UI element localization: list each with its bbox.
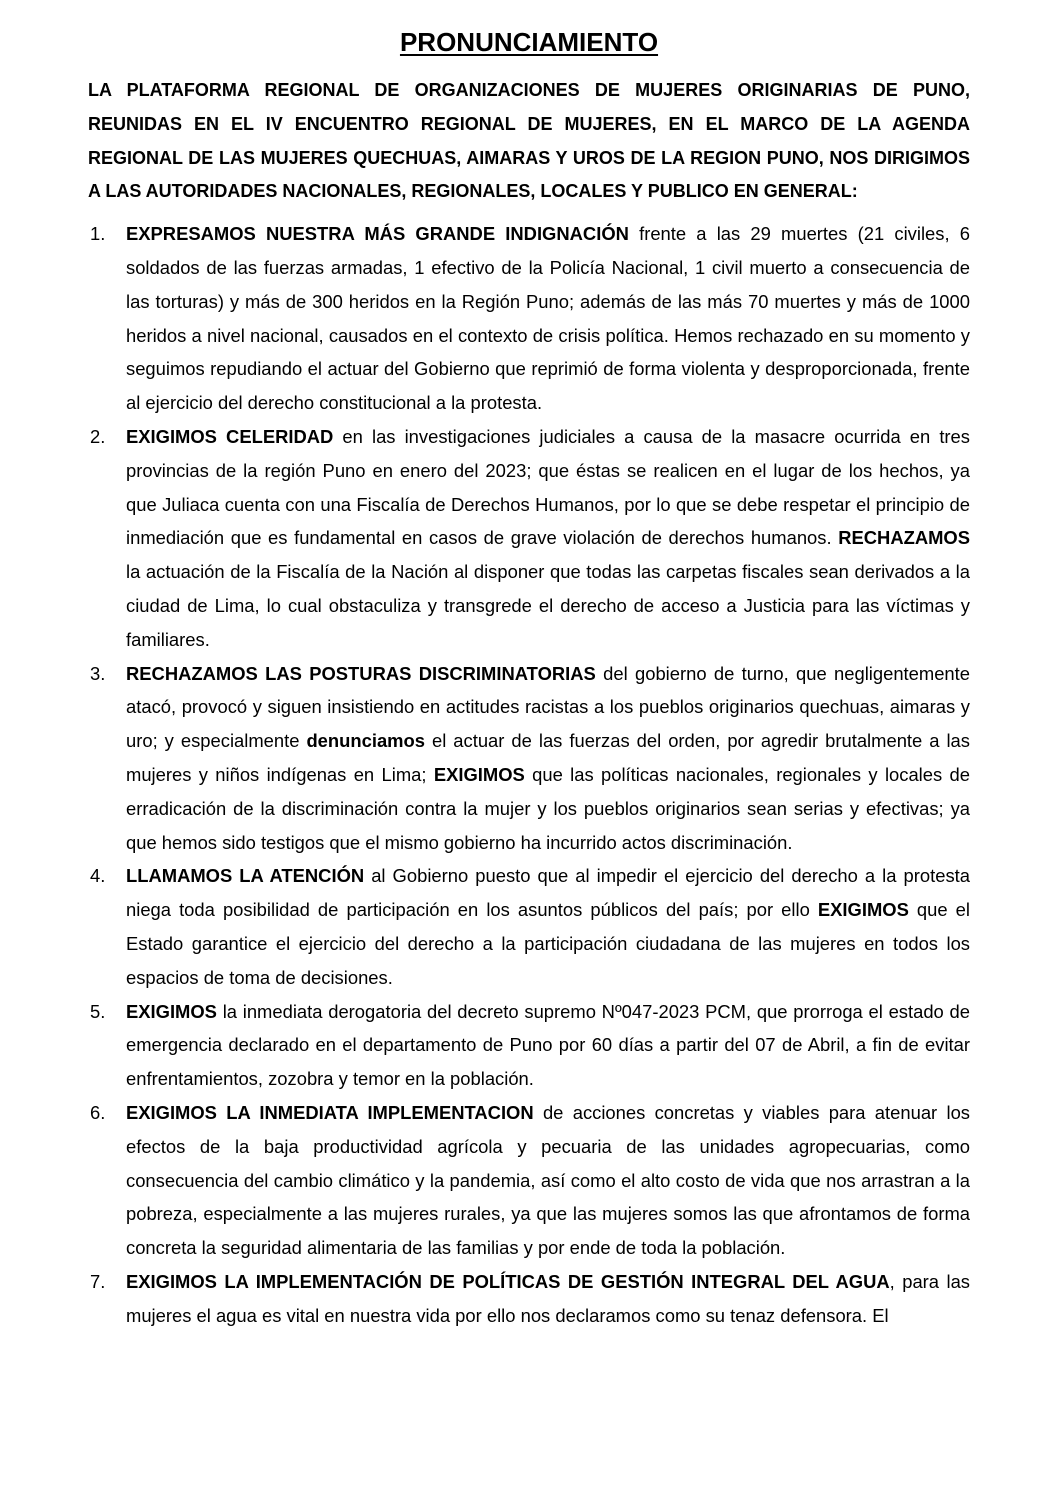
list-item — [88, 217, 970, 420]
item-text: que las políticas nacionales, regionales y locales de erradicación de la discriminación contra la mujer y los pueblos originarios sean serias y efectivas; ya que hemos sido testigos que el mismo gobierno ha incurrido actos discriminación. — [126, 763, 970, 853]
item-bold-text: EXPRESAMOS NUESTRA MÁS GRANDE INDIGNACIÓN — [126, 223, 629, 245]
item-number: 1. — [90, 223, 106, 245]
demands-list — [88, 217, 970, 1332]
item-number: 4. — [90, 865, 106, 887]
item-text: , para las mujeres el agua es vital en nuestra vida por ello nos declaramos como su tenaz defensora. El — [126, 1270, 970, 1326]
item-text: frente a las 29 muertes (21 civiles, 6 soldados de las fuerzas armadas, 1 efectivo de la Policía Nacional, 1 civil muerto a consecuencia de las torturas) y más de 300 heridos en la Región Puno; además de las más 70 muertes y más de 1000 heridos a nivel nacional, causados en el contexto de crisis política. Hemos rechazado en su momento y seguimos repudiando el actuar del Gobierno que reprimió de forma violenta y desproporcionada, frente al ejercicio del derecho constitucional a la protesta. — [126, 223, 970, 414]
item-bold-text: EXIGIMOS LA IMPLEMENTACIÓN DE POLÍTICAS DE GESTIÓN INTEGRAL DEL AGUA — [126, 1270, 890, 1292]
item-text: que el Estado garantice el ejercicio del derecho a la participación ciudadana de las mujeres en todos los espacios de toma de decisiones. — [126, 899, 970, 988]
item-bold-text: EXIGIMOS — [817, 899, 909, 921]
item-number: 5. — [90, 1000, 106, 1022]
item-number: 3. — [90, 662, 106, 684]
item-bold-text: denunciamos — [306, 730, 425, 752]
item-number: 6. — [90, 1101, 106, 1123]
item-text: la actuación de la Fiscalía de la Nación al disponer que todas las carpetas fiscales sean derivados a la ciudad de Lima, lo cual obstaculiza y transgrede el derecho de acceso a Justicia para las víctimas y familiares. — [126, 561, 970, 650]
item-bold-text: LLAMAMOS LA ATENCIÓN — [126, 865, 365, 887]
item-text: al Gobierno puesto que al impedir el ejercicio del derecho a la protesta niega toda posibilidad de participación en los asuntos públicos del país; por ello — [126, 865, 970, 921]
item-number: 2. — [90, 425, 106, 447]
list-item — [88, 657, 970, 860]
item-text: la inmediata derogatoria del decreto supremo Nº047-2023 PCM, que prorroga el estado de emergencia declarado en el departamento de Puno por 60 días a partir del 07 de Abril, a fin de evitar enfrentamientos, zozobra y temor en la población. — [126, 1000, 970, 1090]
item-bold-text: EXIGIMOS — [126, 1000, 217, 1022]
list-item — [88, 1096, 970, 1265]
intro-paragraph: LA PLATAFORMA REGIONAL DE ORGANIZACIONES DE MUJERES ORIGINARIAS DE PUNO, REUNIDAS EN EL IV ENCUENTRO REGIONAL DE MUJERES, EN EL MARCO DE LA AGENDA REGIONAL DE LAS MUJERES QUECHUAS, AIMARAS Y UROS DE LA REGION PUNO, NOS DIRIGIMOS A LAS AUTORIDADES NACIONALES, REGIONALES, LOCALES Y PUBLICO EN GENERAL: — [88, 80, 970, 202]
document-title: PRONUNCIAMIENTO — [399, 27, 659, 57]
item-text: en las investigaciones judiciales a causa de la masacre ocurrida en tres provincias de la región Puno en enero del 2023; que éstas se realicen en el lugar de los hechos, ya que Juliaca cuenta con una Fiscalía de Derechos Humanos, por lo que se debe respetar el principio de inmediación que es fundamental en casos de grave violación de derechos humanos. — [126, 425, 970, 549]
list-item — [88, 859, 970, 994]
item-text: del gobierno de turno, que negligentemente atacó, provocó y siguen insistiendo en actitudes racistas a los pueblos originarios quechuas, aimaras y uro; y especialmente — [126, 662, 970, 752]
item-text: el actuar de las fuerzas del orden, por agredir brutalmente a las mujeres y niños indígenas en Lima; — [126, 730, 970, 785]
item-bold-text: RECHAZAMOS — [838, 527, 970, 549]
list-item — [88, 1265, 970, 1333]
list-item — [88, 995, 970, 1096]
item-bold-text: EXIGIMOS — [433, 763, 525, 785]
item-bold-text: EXIGIMOS LA INMEDIATA IMPLEMENTACION — [126, 1101, 534, 1123]
item-bold-text: RECHAZAMOS LAS POSTURAS DISCRIMINATORIAS — [126, 662, 596, 684]
list-item — [88, 420, 970, 657]
item-number: 7. — [90, 1270, 106, 1292]
item-bold-text: EXIGIMOS CELERIDAD — [126, 425, 334, 447]
item-text: de acciones concretas y viables para atenuar los efectos de la baja productividad agrícola y pecuaria de las unidades agropecuarias, como consecuencia del cambio climático y la pandemia, así como el alto costo de vida que nos arrastran a la pobreza, especialmente a las mujeres rurales, ya que las mujeres somos las que afrontamos de forma concreta la seguridad alimentaria de las familias y por ende de toda la población. — [126, 1101, 971, 1259]
